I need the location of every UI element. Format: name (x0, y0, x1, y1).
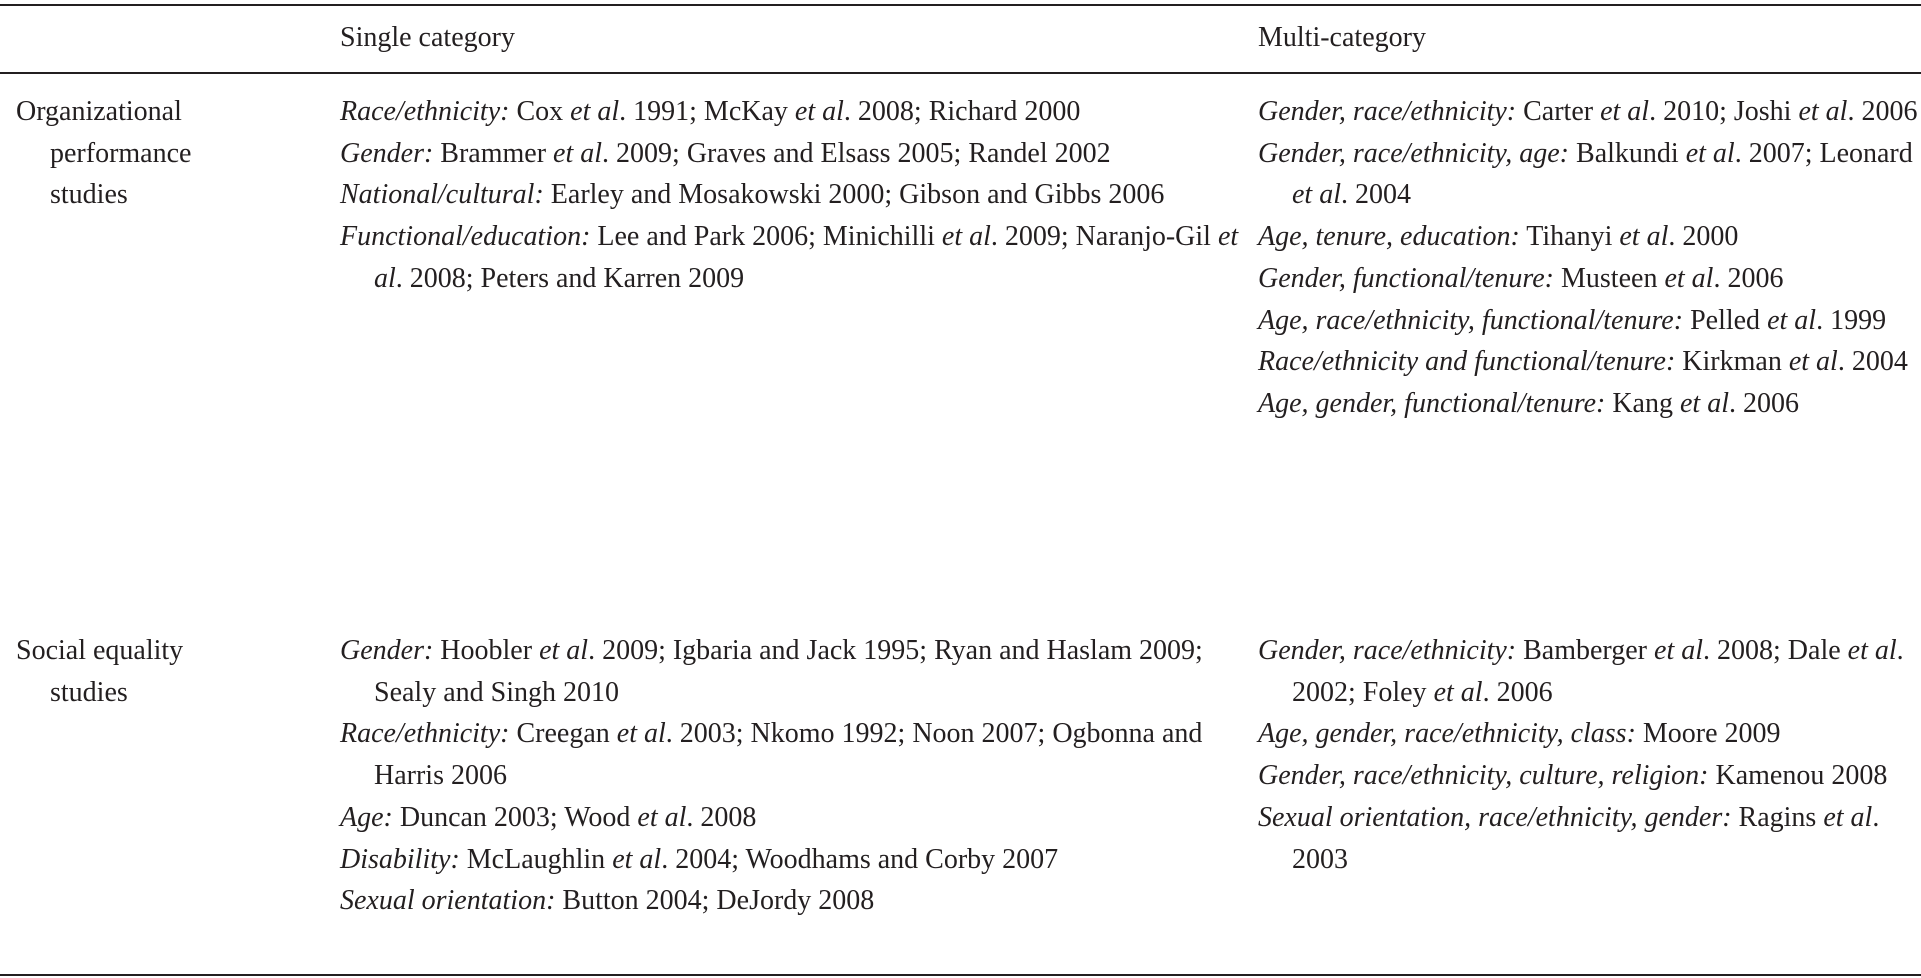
citation-entry (340, 880, 1240, 922)
citation-text: Moore 2009 (1635, 718, 1781, 750)
et-al-text: et al (374, 221, 1239, 294)
category-label: Disability: (340, 843, 460, 875)
citation-text: . 2003 (1292, 801, 1880, 875)
et-al-text: et al (1788, 346, 1838, 378)
single-cell-social-equality (340, 630, 1240, 922)
multi-cell-social-equality (1258, 630, 1918, 880)
citation-text: . 2006 (1847, 96, 1918, 127)
et-al-text: et al (1619, 221, 1669, 253)
citation-text: . 2007; Leonard (1734, 137, 1913, 169)
citation-entry (1258, 133, 1918, 216)
et-al-text: et al (1823, 801, 1873, 833)
et-al-text: et al (637, 801, 687, 833)
et-al-text: et al (616, 718, 666, 750)
category-label: Sexual orientation, race/ethnicity, gender: (1258, 801, 1732, 833)
category-label: Gender, race/ethnicity, age: (1258, 137, 1570, 169)
citation-entry (340, 91, 1240, 133)
citation-entry (1258, 797, 1918, 880)
citation-entry (1258, 300, 1918, 342)
category-label: Sexual orientation: (340, 885, 556, 917)
citation-entry (340, 713, 1240, 796)
citation-text: Kang (1605, 387, 1680, 419)
citation-text: . 2008; Peters and Karren 2009 (395, 262, 745, 294)
citation-text: Tihanyi (1519, 221, 1620, 253)
citation-text: . 2010; Joshi (1649, 96, 1799, 127)
et-al-text: et al (941, 221, 991, 253)
et-al-text: et al (612, 843, 662, 875)
citation-text: . 2006 (1482, 676, 1553, 708)
category-label: Age, gender, race/ethnicity, class: (1258, 718, 1636, 750)
row-label-social-equality: Social equality studies (16, 635, 184, 708)
citation-text: . 2000 (1668, 221, 1739, 253)
citation-entry (340, 797, 1240, 839)
citation-text: Cox (509, 96, 571, 127)
citation-text: Ragins (1731, 801, 1824, 833)
category-label: Gender, race/ethnicity: (1258, 635, 1517, 666)
citation-entry (1258, 216, 1918, 258)
et-al-text: et al (1685, 137, 1735, 169)
citation-entry (1258, 755, 1918, 797)
citation-text: Bamberger (1516, 635, 1655, 666)
single-cell-organizational (340, 91, 1240, 300)
category-label: Gender: (340, 635, 434, 666)
citation-text: . 2009; Igbaria and Jack 1995; Ryan and Haslam 2009; Sealy and Singh 2010 (374, 635, 1203, 708)
et-al-text: et al (1654, 635, 1704, 666)
citation-text: . 2008 (686, 801, 757, 833)
citation-text: . 1991; McKay (619, 96, 795, 127)
et-al-text: et al (1433, 676, 1483, 708)
category-label: Race/ethnicity and functional/tenure: (1258, 346, 1676, 378)
citation-entry (340, 174, 1240, 216)
citation-entry (340, 133, 1240, 175)
category-label: Race/ethnicity: (340, 96, 510, 127)
citation-text: Carter (1516, 96, 1601, 127)
et-al-text: et al (570, 96, 620, 127)
citation-text: Pelled (1683, 304, 1768, 336)
multi-cell-organizational (1258, 91, 1918, 425)
row-label-organizational: Organizational performance studies (16, 96, 192, 211)
citation-text: Lee and Park 2006; Minichilli (590, 221, 942, 253)
citation-entry (1258, 258, 1918, 300)
table-top-rule (0, 4, 1921, 6)
et-al-text: et al (1664, 262, 1714, 294)
citation-text: . 2009; Naranjo-Gil (990, 221, 1218, 253)
et-al-text: et al (1767, 304, 1817, 336)
citation-text: Balkundi (1569, 137, 1686, 169)
citation-text: . 2006 (1713, 262, 1784, 294)
et-al-text: et al (794, 96, 844, 127)
citation-text: McLaughlin (459, 843, 613, 875)
citation-text: . 2002; Foley (1292, 635, 1904, 708)
et-al-text: et al (1679, 387, 1729, 419)
citation-text: Musteen (1554, 262, 1665, 294)
citation-text: . 2008; Richard 2000 (843, 96, 1081, 127)
citation-text: Kirkman (1675, 346, 1789, 378)
et-al-text: et al (1600, 96, 1650, 127)
category-label: Race/ethnicity: (340, 718, 510, 750)
citation-text: Duncan 2003; Wood (392, 801, 638, 833)
et-al-text: et al (539, 635, 589, 666)
citation-entry (1258, 341, 1918, 383)
citation-text: Hoobler (433, 635, 540, 666)
citation-text: Brammer (433, 137, 554, 169)
citation-entry (1258, 91, 1918, 133)
et-al-text: et al (1847, 635, 1897, 666)
citation-text: Creegan (509, 718, 617, 750)
citation-text: . 2008; Dale (1703, 635, 1848, 666)
citation-entry (1258, 383, 1918, 425)
table-header-rule (0, 72, 1921, 74)
citation-text: . 1999 (1816, 304, 1887, 336)
category-label: Gender: (340, 137, 434, 169)
et-al-text: et al (1292, 179, 1341, 211)
citation-text: . 2003; Nkomo 1992; Noon 2007; Ogbonna and Harris 2006 (374, 718, 1203, 792)
category-label: Gender, race/ethnicity, culture, religion: (1258, 760, 1709, 792)
citation-text: Kamenou 2008 (1708, 760, 1888, 792)
citation-entry (1258, 713, 1918, 755)
citation-entry (340, 630, 1240, 713)
category-label: Functional/education: (340, 221, 591, 253)
header-single-category: Single category (340, 22, 515, 53)
citation-text: . 2004; Woodhams and Corby 2007 (661, 843, 1059, 875)
citation-text: Button 2004; DeJordy 2008 (555, 885, 875, 917)
category-label: National/cultural: (340, 179, 544, 211)
category-label: Age, gender, functional/tenure: (1258, 387, 1606, 419)
citation-text: . 2004 (1837, 346, 1908, 378)
et-al-text: et al (553, 137, 603, 169)
header-multi-category: Multi-category (1258, 22, 1426, 53)
et-al-text: et al (1798, 96, 1848, 127)
category-label: Age: (340, 801, 393, 833)
citation-text: . 2004 (1341, 179, 1411, 211)
citation-entry (340, 839, 1240, 881)
category-label: Gender, functional/tenure: (1258, 262, 1555, 294)
citation-text: . 2006 (1728, 387, 1799, 419)
citation-text: . 2009; Graves and Elsass 2005; Randel 2002 (602, 137, 1111, 169)
table-bottom-rule (0, 974, 1921, 976)
citation-text: Earley and Mosakowski 2000; Gibson and Gibbs 2006 (543, 179, 1165, 211)
category-label: Gender, race/ethnicity: (1258, 96, 1517, 127)
category-label: Age, tenure, education: (1258, 221, 1520, 253)
category-label: Age, race/ethnicity, functional/tenure: (1258, 304, 1684, 336)
citation-entry (1258, 630, 1918, 713)
citation-entry (340, 216, 1240, 299)
